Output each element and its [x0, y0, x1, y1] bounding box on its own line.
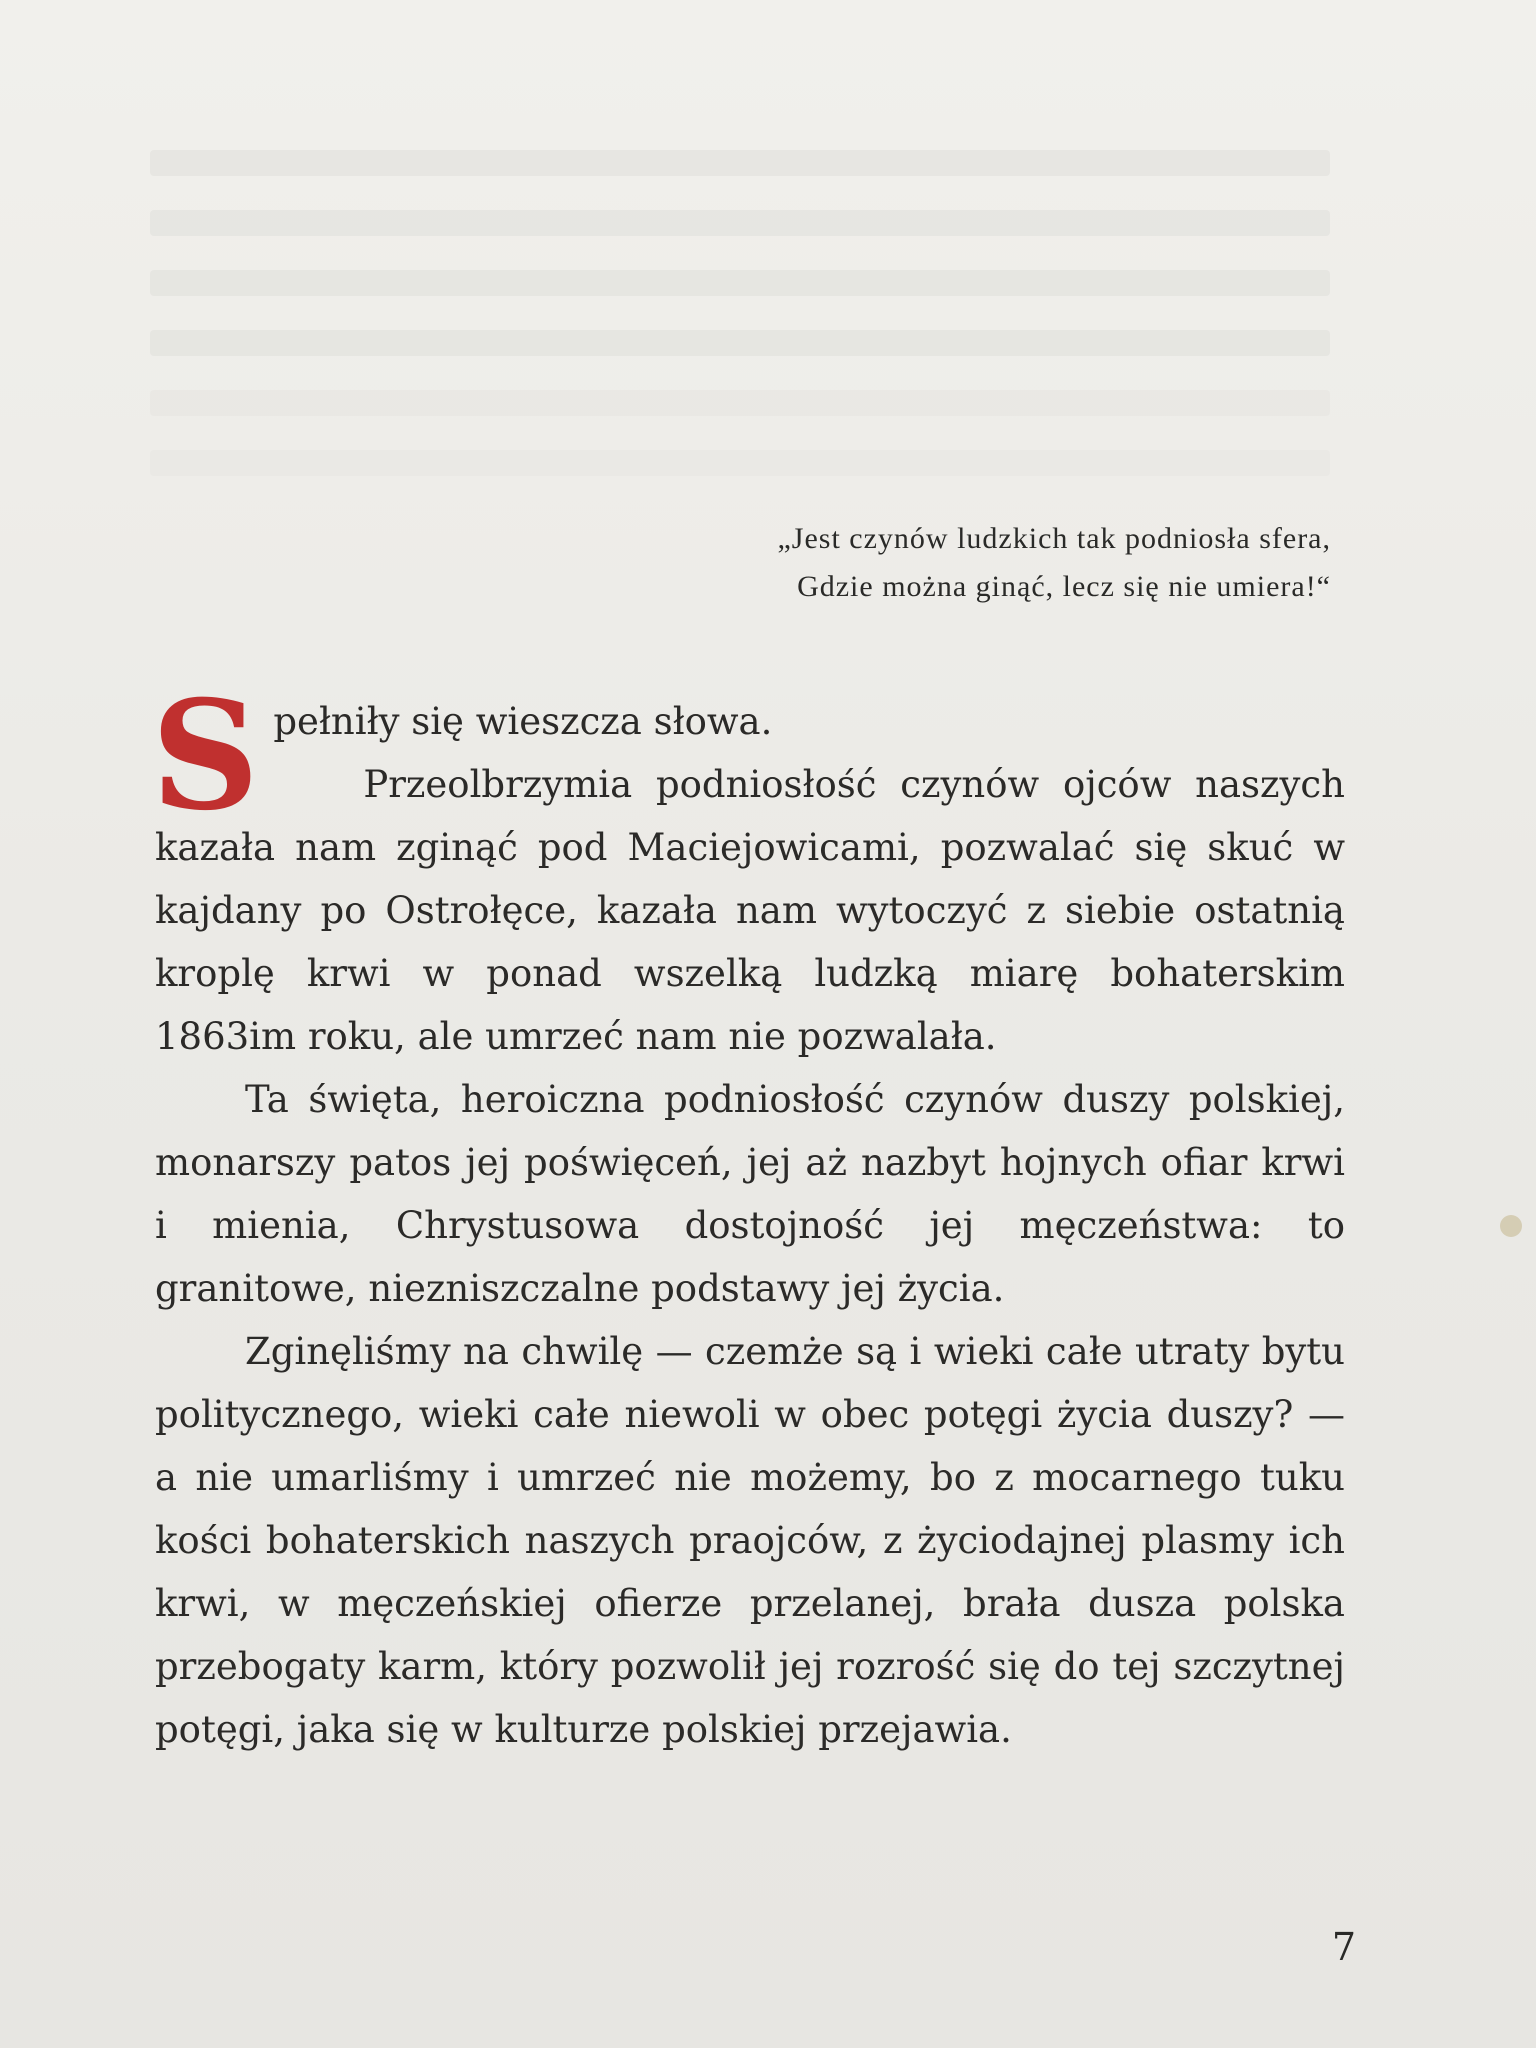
show-through [150, 330, 1330, 356]
page-number: 7 [1331, 1925, 1356, 1969]
show-through [150, 390, 1330, 416]
paragraph [151, 668, 1345, 844]
paper-stain [1500, 1215, 1522, 1237]
paragraph: Przeolbrzymia podniosłość czynów ojców naszych kazała nam zginąć pod Maciejowicami, pozwalać się skuć w kajdany po Ostrołęce, kazała nam wytoczyć z siebie ostatnią kroplę krwi w ponad wszelką ludzką miarę bohaterskim 1863im roku, ale umrzeć nam nie pozwalała. [155, 763, 1345, 1058]
epigraph-line: Gdzie można ginąć, lecz się nie umiera!“ [797, 570, 1331, 603]
epigraph-line: „Jest czynów ludzkich tak podniosła sfera, [777, 522, 1331, 555]
paragraph-text: pełniły się wieszcza słowa. [273, 700, 773, 743]
show-through [150, 150, 1330, 176]
drop-cap: S [151, 668, 260, 844]
paragraph: Ta święta, heroiczna podniosłość czynów duszy polskiej, monarszy patos jej poświęceń, jej aż nazbyt hojnych ofiar krwi i mienia, Chrystusowa dostojność jej męczeństwa: to granitowe, niezniszczalne podstawy jej życia. [155, 1078, 1345, 1310]
show-through [150, 450, 1330, 476]
show-through [150, 270, 1330, 296]
main-text [151, 668, 1345, 1761]
show-through [150, 210, 1330, 236]
paragraph: Zginęliśmy na chwilę — czemże są i wieki całe utraty bytu politycznego, wieki całe niewoli w obec potęgi życia duszy? — a nie umarliśmy i umrzeć nie możemy, bo z mocarnego tuku kości bohaterskich naszych praojców, z życiodajnej plasmy ich krwi, w męczeńskiej ofierze przelanej, brała dusza polska przebogaty karm, który pozwolił jej rozrość się do tej szczytnej potęgi, jaka się w kulturze polskiej przejawia. [155, 1330, 1345, 1751]
epigraph [777, 515, 1331, 611]
